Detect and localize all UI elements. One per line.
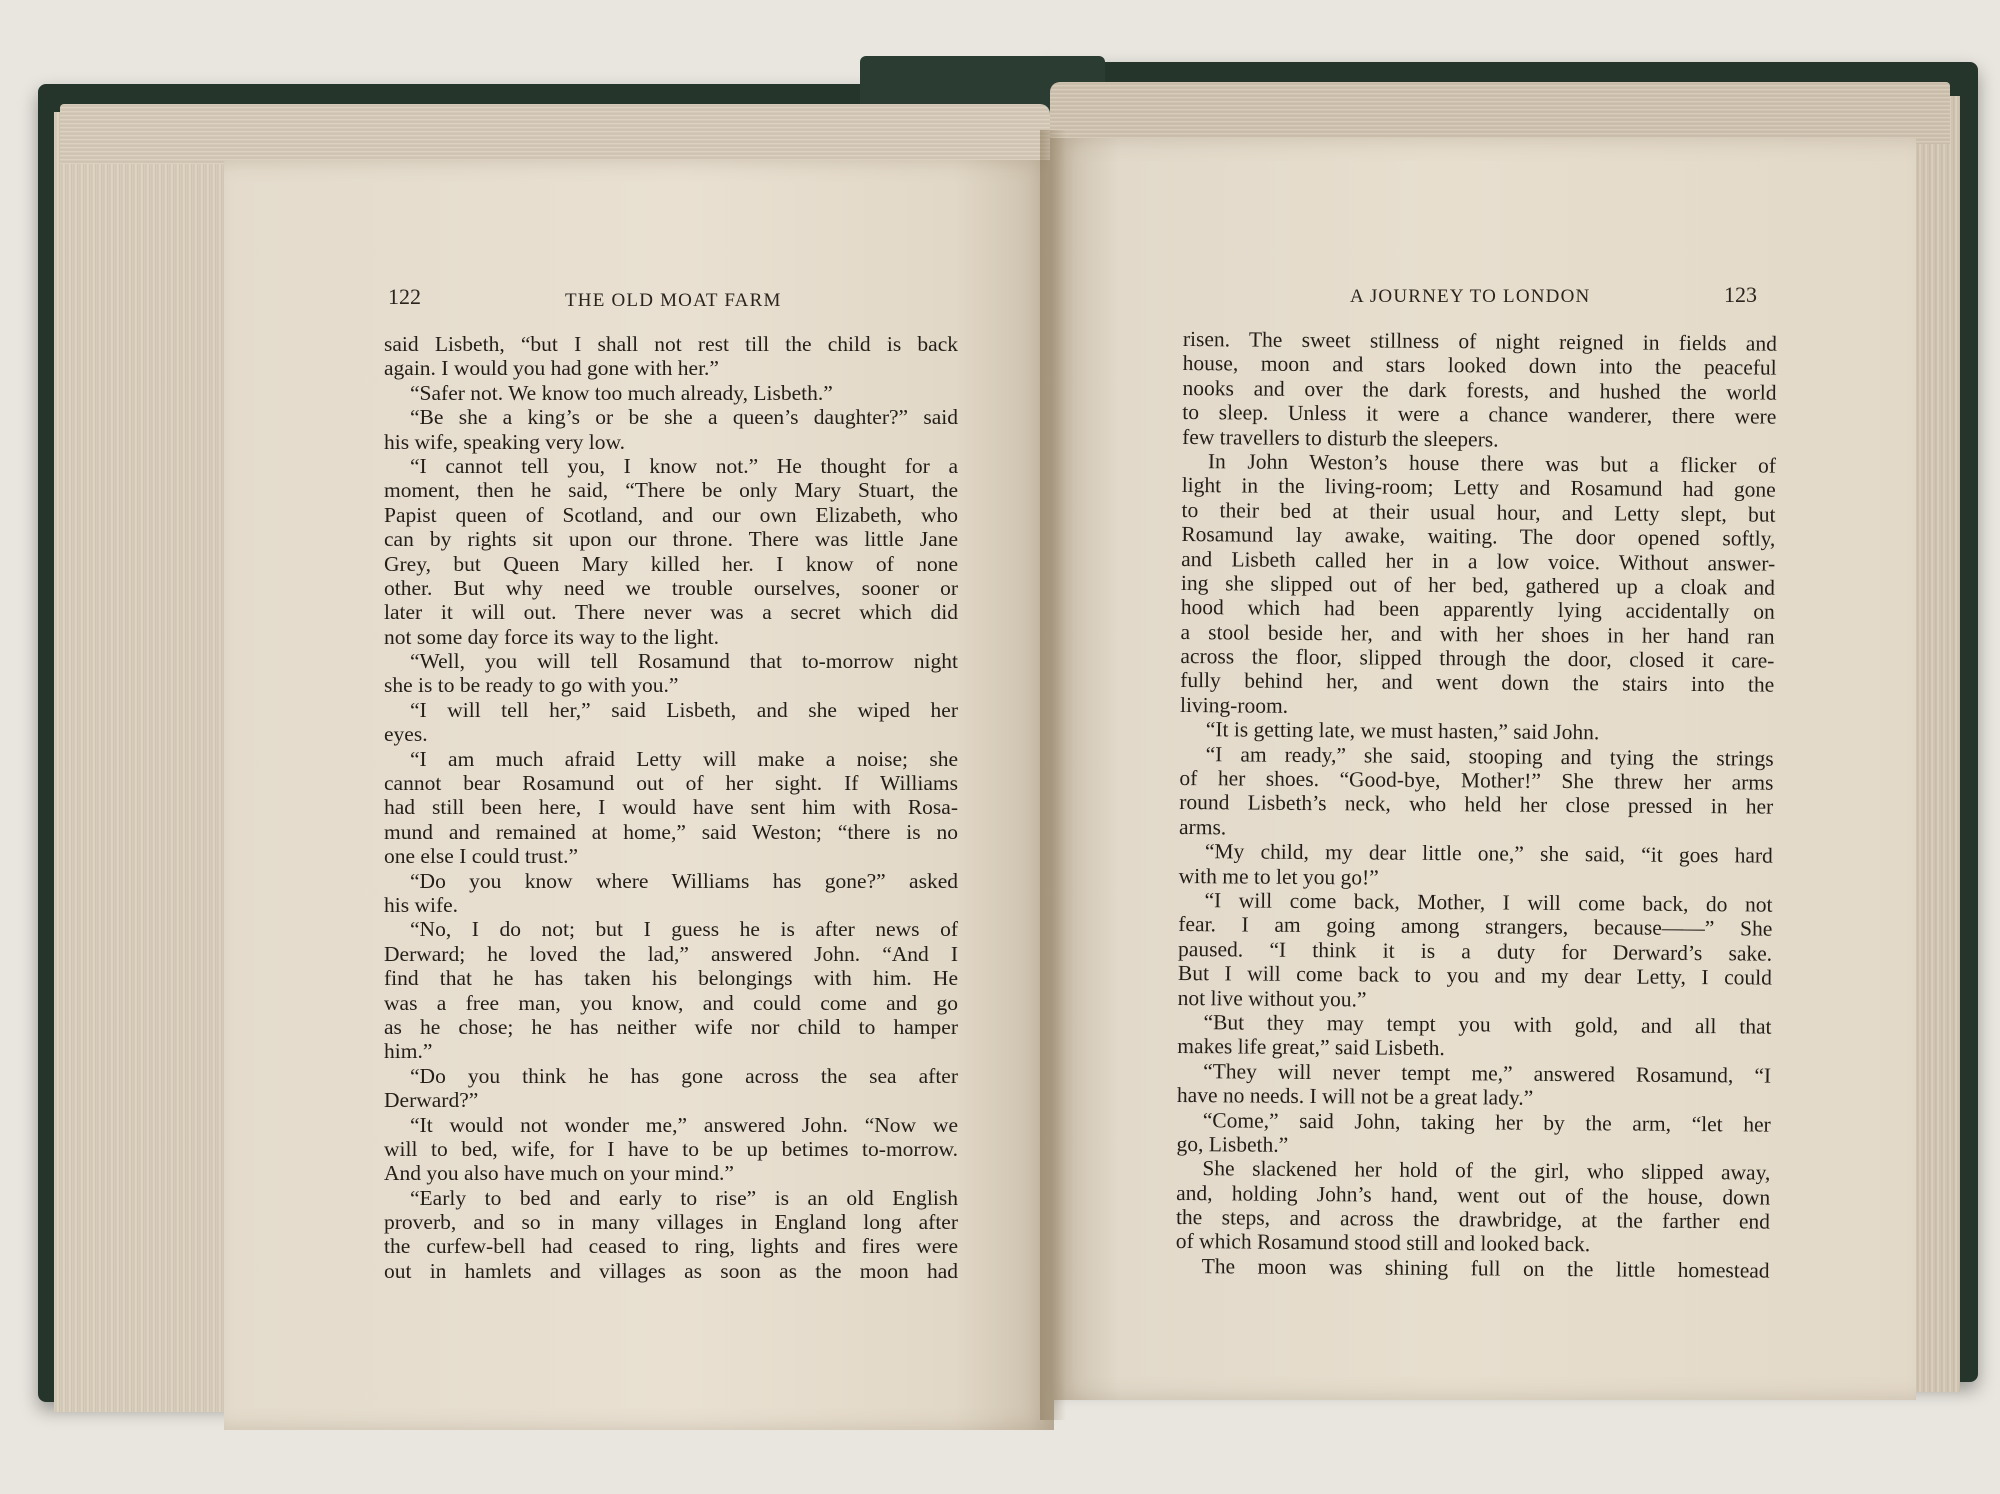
text-line: light in the living-room; Letty and Rosamund had gone xyxy=(1181,473,1776,503)
text-line: “Be she a king’s or be she a queen’s daughter?” said xyxy=(410,405,958,430)
text-line: one else I could trust.” xyxy=(384,844,579,869)
text-line: Grey, but Queen Mary killed her. I know of none xyxy=(384,551,958,576)
text-line: “But they may tempt you with gold, and all that xyxy=(1203,1010,1772,1039)
text-line: of her shoes. “Good-bye, Mother!” She threw her arms xyxy=(1179,766,1774,795)
text-line: had still been here, I would have sent him with Rosa- xyxy=(384,795,958,820)
text-line: eyes. xyxy=(384,722,428,747)
left-page-number: 122 xyxy=(388,284,421,309)
text-line: risen. The sweet stillness of night reigned in fields and xyxy=(1182,327,1777,356)
right-running-head: A JOURNEY TO LONDON xyxy=(1350,286,1591,307)
text-line: and Lisbeth called her in a low voice. Without answer- xyxy=(1181,546,1776,576)
text-line: few travellers to disturb the sleepers. xyxy=(1182,424,1499,452)
text-line: “I will come back, Mother, I will come back, do not xyxy=(1204,888,1773,917)
text-line: to their bed at their usual hour, and Letty slept, but xyxy=(1181,497,1776,527)
text-line: mund and remained at home,” said Weston; “there is no xyxy=(384,819,958,844)
text-line: “Come,” said John, taking her by the arm, “let her xyxy=(1202,1107,1771,1137)
text-line: his wife, speaking very low. xyxy=(384,429,626,454)
text-line: she is to be ready to go with you.” xyxy=(384,673,679,698)
text-line: fear. I am going among strangers, because——” She xyxy=(1178,912,1773,942)
text-line: The moon was shining full on the little homestead xyxy=(1201,1254,1770,1283)
text-line: hood which had been apparently lying accidentally on xyxy=(1180,595,1775,624)
text-line: She slackened her hold of the girl, who slipped away, xyxy=(1202,1156,1771,1185)
text-line: round Lisbeth’s neck, who held her close pressed in her xyxy=(1179,790,1774,820)
text-line: again. I would you had gone with her.” xyxy=(384,356,719,381)
right-page-text xyxy=(1176,327,1777,1283)
text-line: ing she slipped out of her bed, gathered up a cloak and xyxy=(1180,570,1776,600)
page-top-edges-right xyxy=(1050,82,1950,144)
text-line: the curfew-bell had ceased to ring, lights and fires were xyxy=(384,1234,958,1259)
text-line: “Do you know where Williams has gone?” asked xyxy=(410,868,958,893)
text-line: “I am ready,” she said, stooping and tying the strings xyxy=(1205,741,1774,771)
text-line: “I cannot tell you, I know not.” He thought for a xyxy=(410,453,958,478)
text-line: proverb, and so in many villages in England long after xyxy=(384,1210,958,1235)
page-edges-left xyxy=(54,112,234,1412)
text-line: makes life great,” said Lisbeth. xyxy=(1177,1034,1445,1061)
text-line: Derward; he loved the lad,” answered John. “And I xyxy=(384,941,958,966)
text-line: arms. xyxy=(1178,814,1227,840)
text-line: “My child, my dear little one,” she said, “it goes hard xyxy=(1204,839,1773,868)
text-line: can by rights sit upon our throne. There was little Jane xyxy=(384,527,958,552)
right-page-number: 123 xyxy=(1724,282,1757,307)
left-running-head: THE OLD MOAT FARM xyxy=(565,290,782,311)
text-line: his wife. xyxy=(384,892,459,917)
text-line: “Well, you will tell Rosamund that to-morrow night xyxy=(410,649,958,674)
text-line: moment, then he said, “There be only Mary Stuart, the xyxy=(384,478,958,503)
text-line: was a free man, you know, and could come and go xyxy=(384,990,958,1015)
text-line: nooks and over the dark forests, and hushed the world xyxy=(1182,375,1777,405)
text-line: In John Weston’s house there was but a flicker of xyxy=(1207,449,1777,478)
text-line: and, holding John’s hand, went out of the house, down xyxy=(1176,1180,1771,1210)
left-page-text xyxy=(384,332,958,1283)
text-line: And you also have much on your mind.” xyxy=(384,1161,734,1186)
text-line: Papist queen of Scotland, and our own Elizabeth, who xyxy=(384,502,958,527)
text-line: of which Rosamund stood still and looked back. xyxy=(1175,1229,1591,1257)
text-line: as he chose; he has neither wife nor child to hamper xyxy=(384,1014,958,1039)
text-line: “I am much afraid Letty will make a noise; she xyxy=(410,746,958,771)
text-line: living-room. xyxy=(1179,692,1289,718)
text-line: to sleep. Unless it were a chance wanderer, there were xyxy=(1182,400,1777,429)
text-line: will to bed, wife, for I have to be up betimes to-morrow. xyxy=(384,1136,958,1161)
text-line: a stool beside her, and with her shoes in her hand ran xyxy=(1180,619,1775,649)
text-line: not some day force its way to the light. xyxy=(384,624,719,649)
text-line: house, moon and stars looked down into the peaceful xyxy=(1182,351,1777,381)
text-line: other. But why need we trouble ourselves, sooner or xyxy=(384,575,958,600)
text-line: said Lisbeth, “but I shall not rest till the child is back xyxy=(384,332,958,356)
text-line: But I will come back to you and my dear Letty, I could xyxy=(1177,961,1773,990)
text-line: not live without you.” xyxy=(1177,985,1367,1012)
text-line: the steps, and across the drawbridge, at the farther end xyxy=(1175,1205,1771,1234)
page-top-edges-left xyxy=(60,104,1050,164)
text-line: “Do you think he has gone across the sea after xyxy=(410,1063,958,1088)
text-line: fully behind her, and went down the stairs into the xyxy=(1180,668,1775,698)
text-line: out in hamlets and villages as soon as the moon had xyxy=(384,1258,958,1283)
text-line: “They will never tempt me,” answered Rosamund, “I xyxy=(1203,1058,1772,1088)
text-line: “It is getting late, we must hasten,” said John. xyxy=(1205,717,1600,745)
text-line: Rosamund lay awake, waiting. The door opened softly, xyxy=(1181,522,1776,551)
book-gutter xyxy=(1040,130,1066,1420)
text-line: “Early to bed and early to rise” is an old English xyxy=(410,1185,958,1210)
text-line: Derward?” xyxy=(384,1088,479,1113)
text-line: later it will out. There never was a secret which did xyxy=(384,600,958,625)
text-line: “Safer not. We know too much already, Lisbeth.” xyxy=(410,380,833,405)
text-line: “No, I do not; but I guess he is after news of xyxy=(410,917,958,942)
text-line: him.” xyxy=(384,1039,433,1064)
text-line: go, Lisbeth.” xyxy=(1176,1131,1289,1157)
text-line: across the floor, slipped through the door, closed it care- xyxy=(1180,644,1775,673)
text-line: cannot bear Rosamund out of her sight. If Williams xyxy=(384,771,958,796)
text-line: “I will tell her,” said Lisbeth, and she wiped her xyxy=(410,697,958,722)
text-line: find that he has taken his belongings with him. He xyxy=(384,966,958,991)
text-line: paused. “I think it is a duty for Derward’s sake. xyxy=(1178,936,1773,966)
text-line: “It would not wonder me,” answered John. “Now we xyxy=(410,1112,958,1137)
text-line: have no needs. I will not be a great lady.” xyxy=(1176,1083,1534,1110)
text-line: with me to let you go!” xyxy=(1178,863,1379,890)
